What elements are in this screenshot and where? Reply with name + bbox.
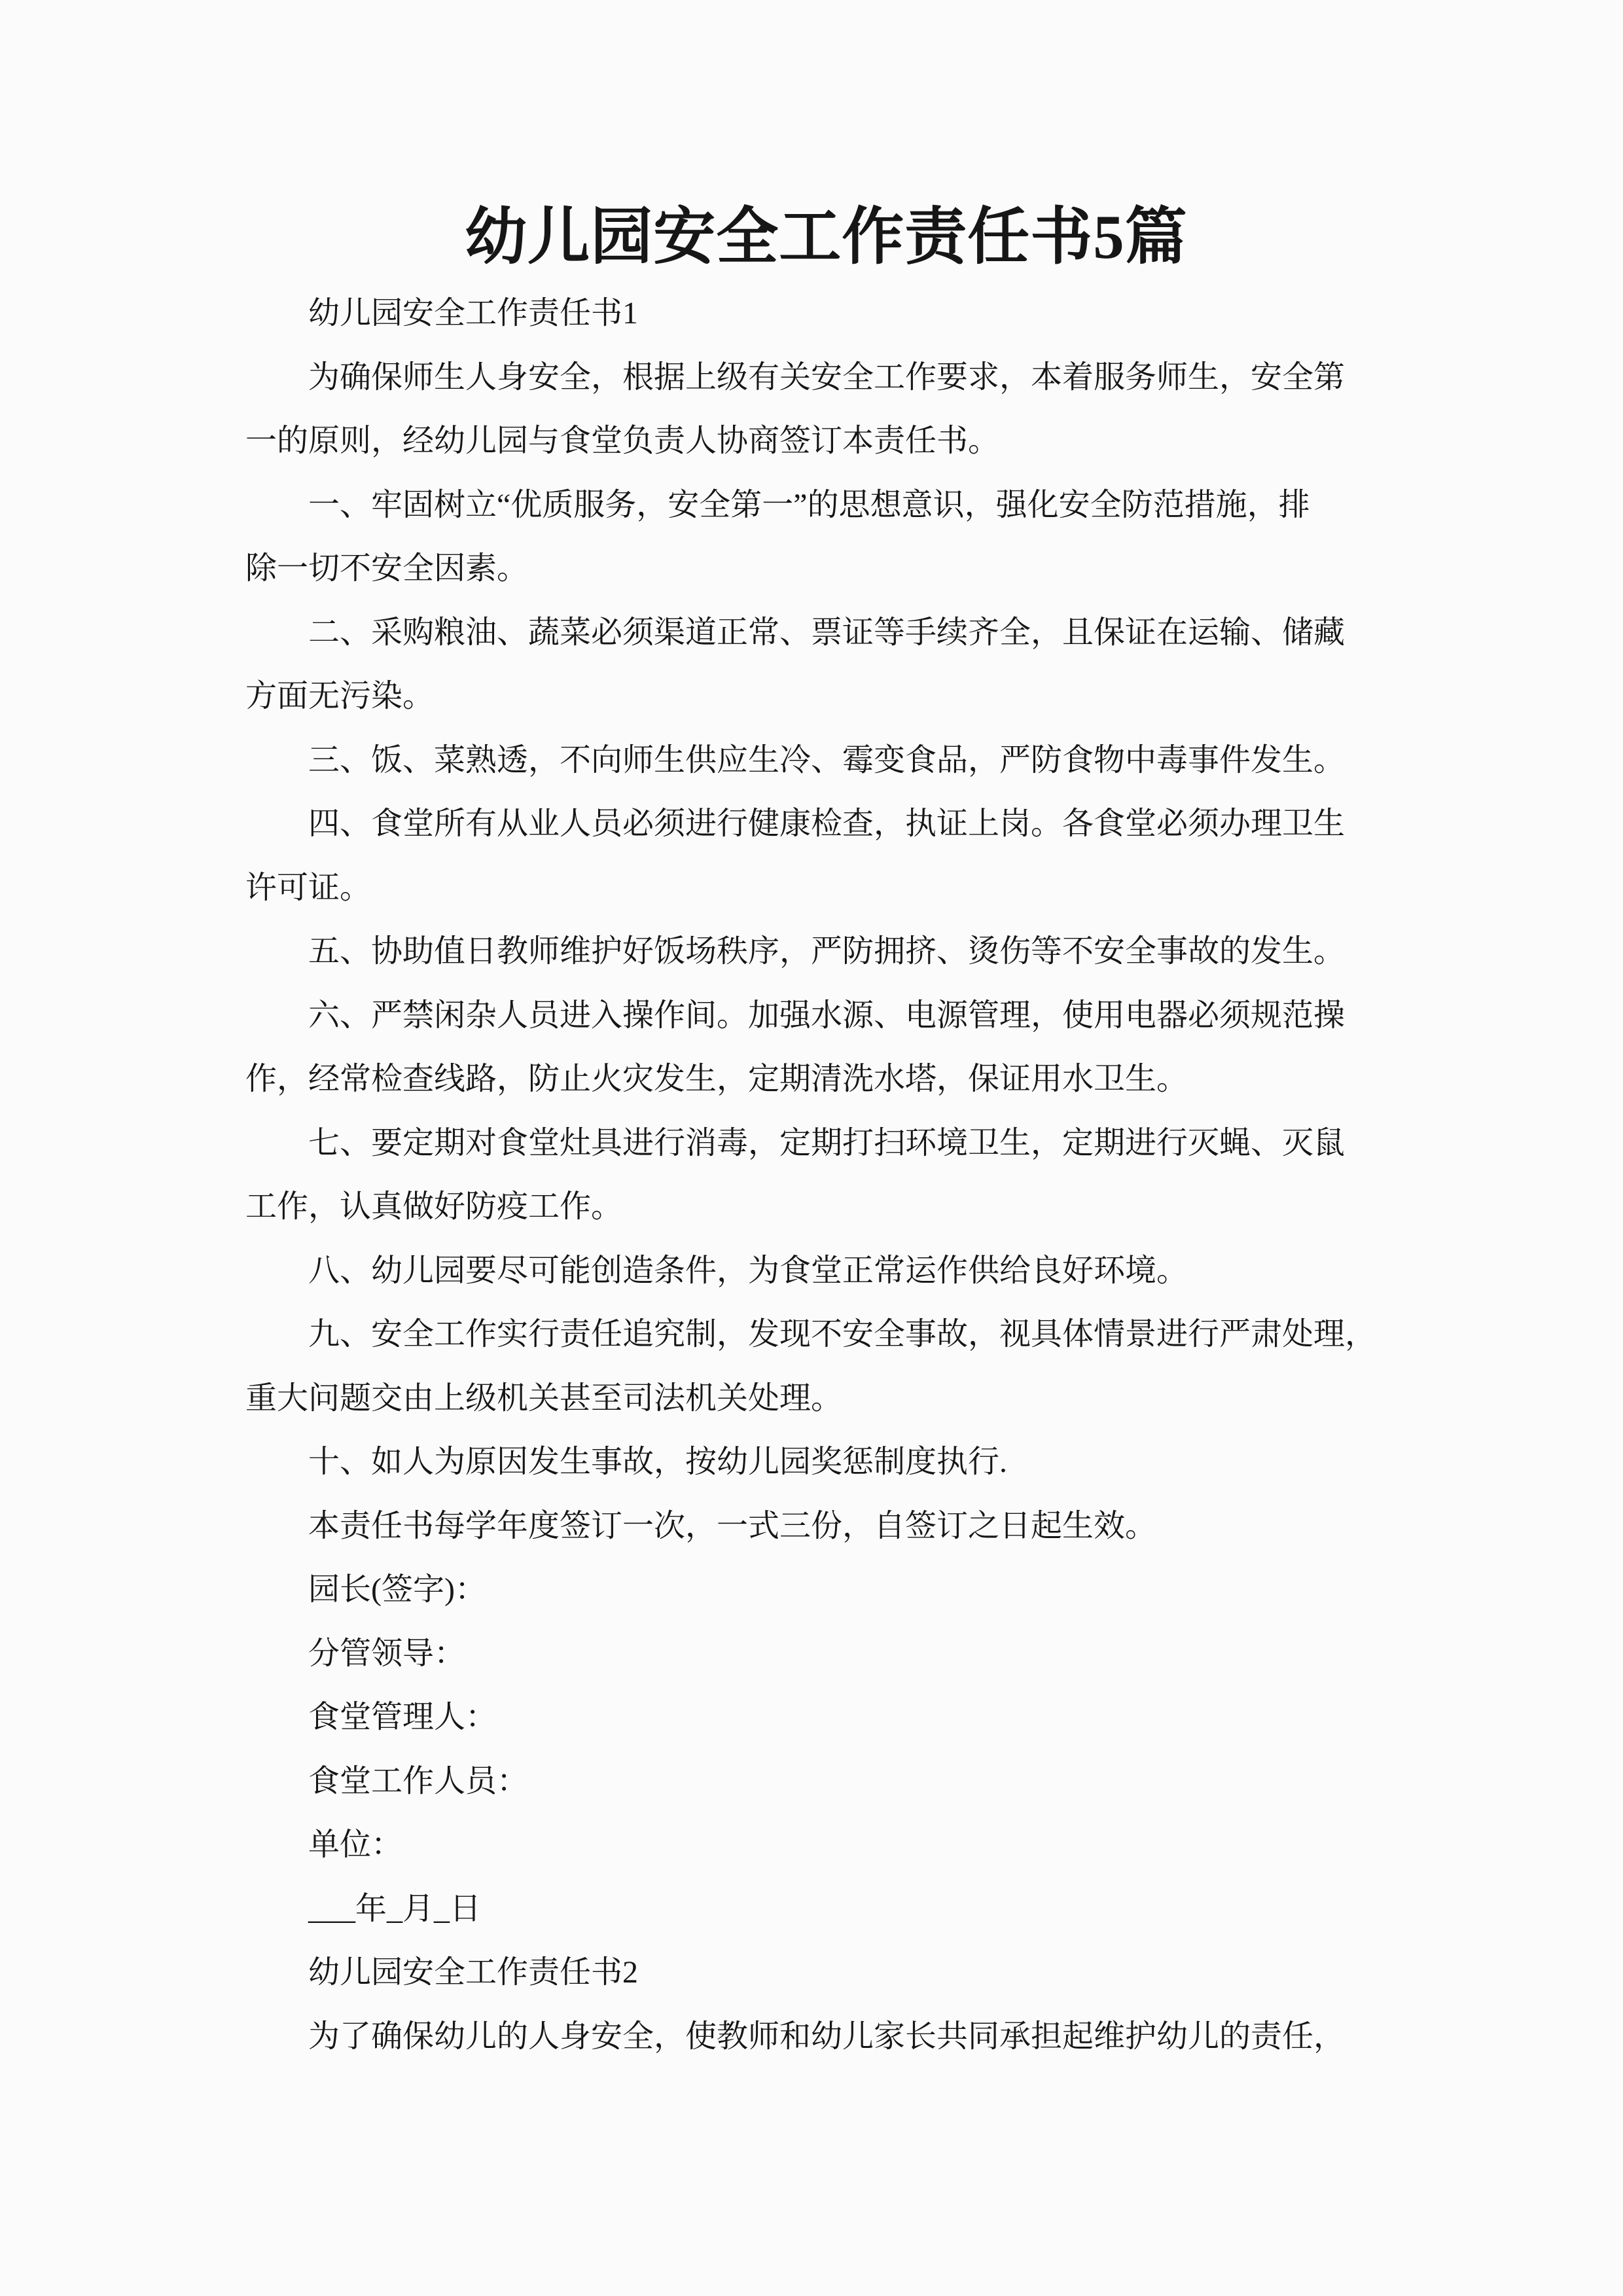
validity-line: 本责任书每学年度签订一次，一式三份，自签订之日起生效。 [308,1508,1157,1543]
item-4-line-1: 四、食堂所有从业人员必须进行健康检查，执证上岗。各食堂必须办理卫生 [308,806,1346,841]
signature-principal: 园长(签字)： [308,1572,486,1607]
item-9-line-2: 重大问题交由上级机关甚至司法机关处理。 [245,1380,843,1416]
document-title: 幼儿园安全工作责任书5篇 [465,202,1188,272]
item-5: 五、协助值日教师维护好饭场秩序，严防拥挤、烫伤等不安全事故的发生。 [308,934,1346,969]
signature-canteen-staff: 食堂工作人员： [308,1763,529,1799]
section-1-heading: 幼儿园安全工作责任书1 [308,296,639,331]
item-6-line-2: 作，经常检查线路，防止火灾发生，定期清洗水塔，保证用水卫生。 [245,1062,1188,1096]
date-line: ___年_月_日 [308,1891,482,1926]
section-2-intro-line: 为了确保幼儿的人身安全，使教师和幼儿家长共同承担起维护幼儿的责任， [308,2018,1346,2054]
item-1-line-2: 除一切不安全因素。 [245,551,529,586]
item-3: 三、饭、菜熟透，不向师生供应生冷、霉变食品，严防食物中毒事件发生。 [308,742,1346,778]
item-7-line-1: 七、要定期对食堂灶具进行消毒，定期打扫环境卫生，定期进行灭蝇、灭鼠 [308,1125,1346,1160]
item-6-line-1: 六、严禁闲杂人员进入操作间。加强水源、电源管理，使用电器必须规范操 [308,997,1346,1033]
item-2-line-1: 二、采购粮油、蔬菜必须渠道正常、票证等手续齐全，且保证在运输、储藏 [308,615,1346,650]
item-8: 八、幼儿园要尽可能创造条件，为食堂正常运作供给良好环境。 [308,1253,1188,1288]
item-1-line-1: 一、牢固树立“优质服务，安全第一”的思想意识，强化安全防范措施，排 [308,487,1310,522]
document-body [245,281,1407,2068]
item-4-line-2: 许可证。 [245,870,372,905]
section-2-heading: 幼儿园安全工作责任书2 [308,1955,639,1990]
signature-canteen-manager: 食堂管理人： [308,1700,497,1734]
item-10: 十、如人为原因发生事故，按幼儿园奖惩制度执行. [308,1444,1008,1479]
intro-line-2: 一的原则，经幼儿园与食堂负责人协商签订本责任书。 [245,423,1000,458]
signature-leader: 分管领导： [308,1636,466,1671]
item-9-line-1: 九、安全工作实行责任追究制，发现不安全事故，视具体情景进行严肃处理， [308,1317,1377,1352]
item-2-line-2: 方面无污染。 [245,679,435,713]
item-7-line-2: 工作，认真做好防疫工作。 [245,1189,623,1224]
signature-unit: 单位： [308,1827,403,1862]
intro-line-1: 为确保师生人身安全，根据上级有关安全工作要求，本着服务师生，安全第 [308,359,1346,395]
